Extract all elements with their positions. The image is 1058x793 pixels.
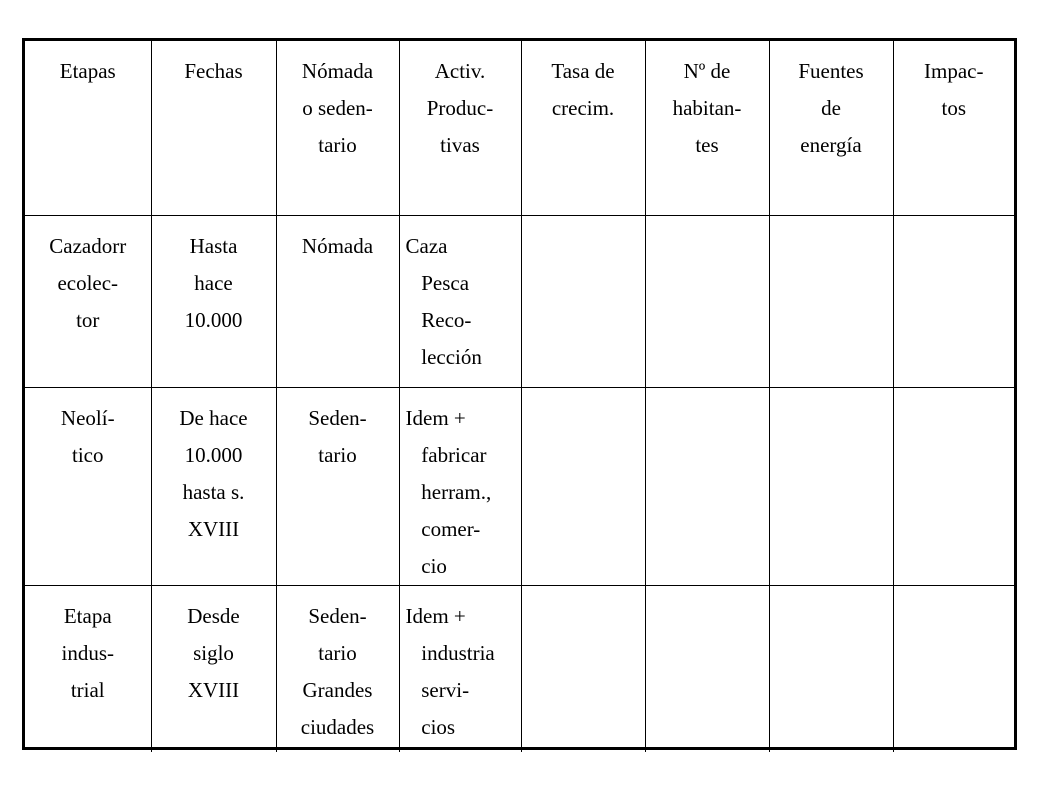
cell-nomada: Seden- tario Grandes ciudades — [276, 585, 399, 752]
header-cell-habitantes — [645, 41, 769, 215]
cell-fuentes — [769, 585, 893, 752]
header-cell-tasa — [521, 41, 645, 215]
stages-table-grid — [25, 41, 1014, 752]
header-label: Fechas — [184, 59, 243, 83]
header-label: Impac- tos — [924, 59, 984, 120]
cell-tasa — [521, 585, 645, 752]
cell-activ: Idem + industria servi- cios — [399, 585, 521, 752]
header-cell-impactos — [893, 41, 1014, 215]
cell-habitantes — [645, 387, 769, 585]
cell-fuentes — [769, 387, 893, 585]
header-label: Nº de habitan- tes — [672, 59, 742, 157]
header-cell-activ — [399, 41, 521, 215]
table-row — [25, 215, 1014, 387]
stages-table — [22, 38, 1017, 750]
cell-impactos — [893, 387, 1014, 585]
cell-fechas: Desde siglo XVIII — [151, 585, 276, 752]
header-cell-etapas — [25, 41, 151, 215]
header-cell-nomada — [276, 41, 399, 215]
cell-etapa: Etapa indus- trial — [25, 585, 151, 752]
header-label: Etapas — [59, 59, 116, 83]
header-label: Tasa de crecim. — [551, 59, 615, 120]
cell-tasa — [521, 215, 645, 387]
cell-impactos — [893, 585, 1014, 752]
cell-fuentes — [769, 215, 893, 387]
cell-etapa: Neolí- tico — [25, 387, 151, 585]
table-header-row — [25, 41, 1014, 215]
header-cell-fuentes — [769, 41, 893, 215]
cell-fechas: De hace 10.000 hasta s. XVIII — [151, 387, 276, 585]
cell-etapa: Cazadorr ecolec- tor — [25, 215, 151, 387]
cell-habitantes — [645, 585, 769, 752]
header-label: Nómada o seden- tario — [301, 59, 374, 157]
cell-activ: Idem + fabricar herram., comer- cio — [399, 387, 521, 585]
cell-impactos — [893, 215, 1014, 387]
cell-tasa — [521, 387, 645, 585]
table-row — [25, 387, 1014, 585]
cell-activ: Caza Pesca Reco- lección — [399, 215, 521, 387]
table-row — [25, 585, 1014, 752]
cell-nomada: Seden- tario — [276, 387, 399, 585]
header-label: Fuentes de energía — [798, 59, 864, 157]
header-cell-fechas — [151, 41, 276, 215]
cell-fechas: Hasta hace 10.000 — [151, 215, 276, 387]
cell-habitantes — [645, 215, 769, 387]
header-label: Activ. Produc- tivas — [426, 59, 494, 157]
cell-nomada: Nómada — [276, 215, 399, 387]
